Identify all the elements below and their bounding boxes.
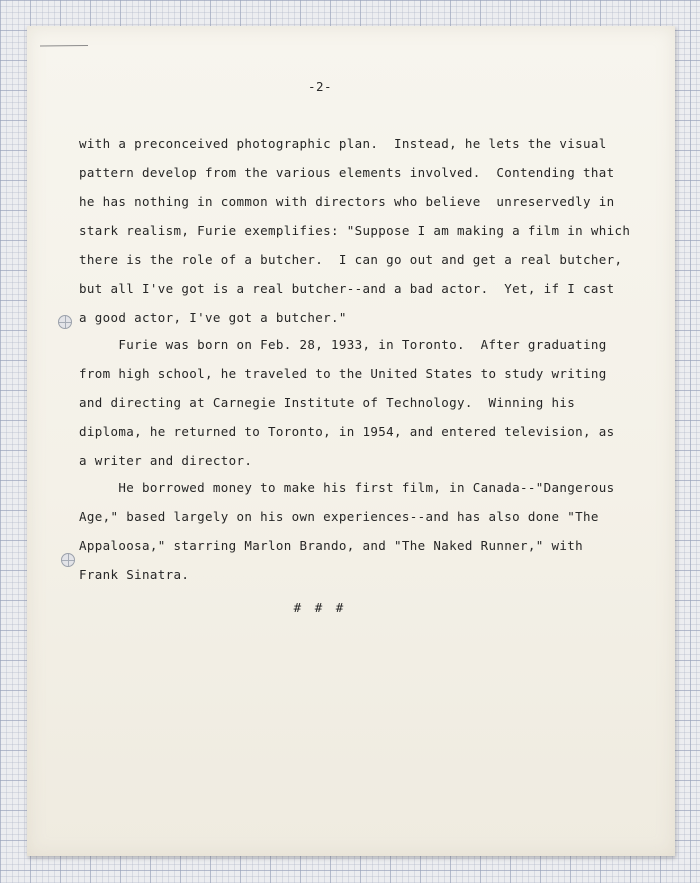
end-mark: # # # — [293, 600, 347, 615]
text-line: diploma, he returned to Toronto, in 1954, and entered television, as — [79, 424, 615, 439]
text-line: He borrowed money to make his first film, in Canada--"Dangerous — [79, 480, 615, 495]
text-line: a writer and director. — [79, 453, 253, 468]
text-line: Age," based largely on his own experiences--and has also done "The — [79, 509, 599, 524]
text-line: and directing at Carnegie Institute of Technology. Winning his — [79, 395, 576, 410]
typed-page — [27, 26, 675, 856]
text-line: with a preconceived photographic plan. Instead, he lets the visual — [79, 136, 607, 151]
text-line: Appaloosa," starring Marlon Brando, and "The Naked Runner," with — [79, 538, 584, 553]
margin-mark-icon — [58, 315, 72, 329]
text-line: from high school, he traveled to the United States to study writing — [79, 366, 607, 381]
text-line: pattern develop from the various elements involved. Contending that — [79, 165, 615, 180]
text-line: there is the role of a butcher. I can go out and get a real butcher, — [79, 252, 623, 267]
pencil-mark — [39, 44, 89, 48]
text-line: but all I've got is a real butcher--and a bad actor. Yet, if I cast — [79, 281, 615, 296]
text-line: Frank Sinatra. — [79, 567, 190, 582]
page-number: -2- — [307, 79, 333, 94]
margin-mark-icon — [61, 553, 75, 567]
text-line: a good actor, I've got a butcher." — [79, 310, 347, 325]
text-line: he has nothing in common with directors who believe unreservedly in — [79, 194, 615, 209]
text-line: stark realism, Furie exemplifies: "Suppose I am making a film in which — [79, 223, 631, 238]
text-line: Furie was born on Feb. 28, 1933, in Toronto. After graduating — [79, 337, 607, 352]
